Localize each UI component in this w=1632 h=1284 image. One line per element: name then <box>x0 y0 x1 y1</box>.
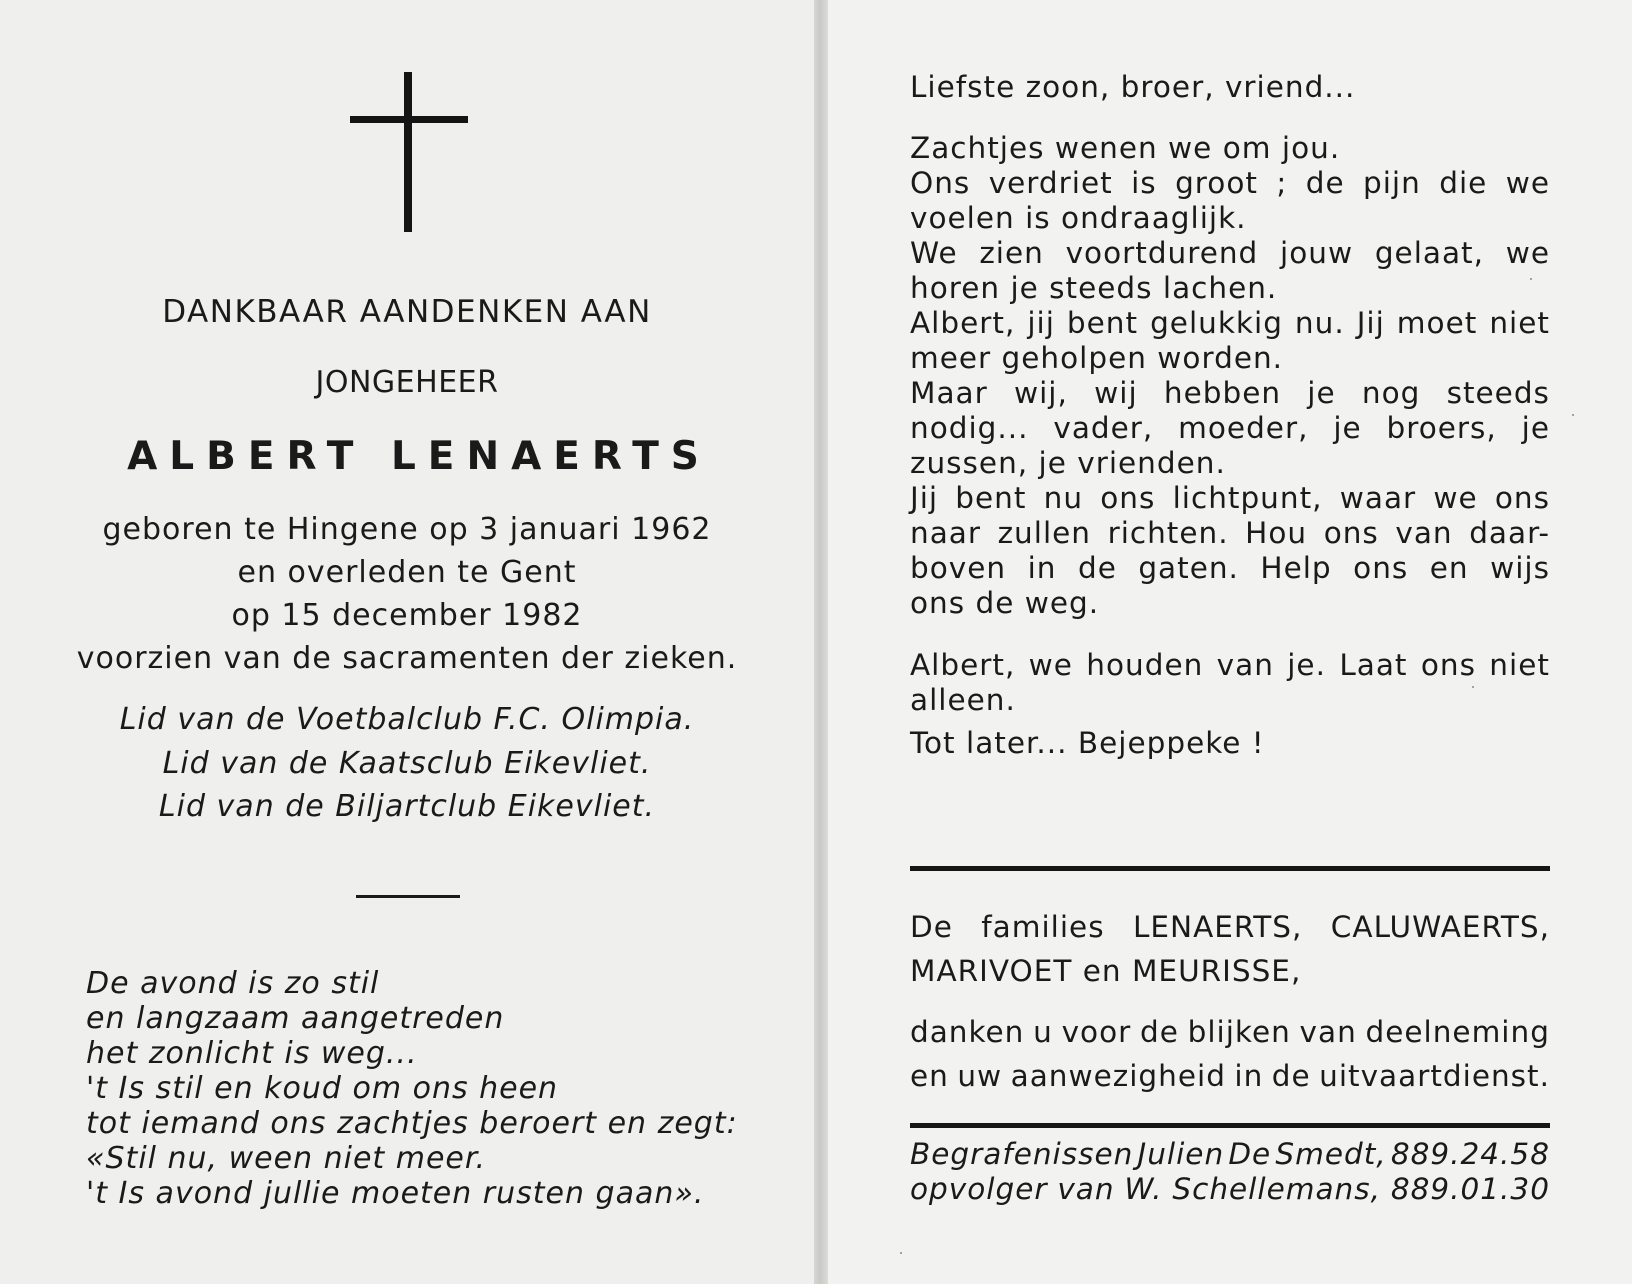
families-paragraph <box>910 905 1550 993</box>
message-line: zussen, je vrienden. <box>910 446 1226 480</box>
poem-line: «Stil nu, ween niet meer. <box>86 1141 486 1176</box>
sacraments-line: voorzien van de sacramenten der zieken. <box>76 641 738 676</box>
paper-speck <box>1572 414 1574 416</box>
message-line: naar zullen richten. Hou ons van daar- <box>910 516 1550 550</box>
death-date-line: op 15 december 1982 <box>231 598 583 633</box>
club-membership-line: Lid van de Biljartclub Eikevliet. <box>158 789 656 824</box>
message-line: ons de weg. <box>910 586 1100 620</box>
message-line: We zien voortdurend jouw gelaat, we <box>910 236 1550 270</box>
paper-speck <box>1530 278 1532 280</box>
message-line: horen je steeds lachen. <box>910 271 1278 305</box>
thanks-line: en uw aanwezigheid in de uitvaartdienst. <box>910 1059 1550 1093</box>
farewell-line: Tot later... Bejeppeke ! <box>910 726 1265 760</box>
undertaker-line: opvolger van W. Schellemans, 889.01.30 <box>910 1172 1550 1206</box>
closing-paragraph <box>910 648 1550 718</box>
undertaker-line: Begrafenissen Julien De Smedt, 889.24.58 <box>910 1137 1550 1171</box>
message-line: Jij bent nu ons lichtpunt, waar we ons <box>910 481 1550 515</box>
paper-speck <box>1472 686 1474 688</box>
cross-icon <box>350 72 468 232</box>
poem-line: De avond is zo stil <box>86 966 380 1001</box>
divider <box>356 895 460 898</box>
message-line: Albert, we houden van je. Laat ons niet <box>910 648 1550 682</box>
paper-speck <box>900 1252 902 1254</box>
poem-line: tot iemand ons zachtjes beroert en zegt: <box>86 1106 738 1141</box>
thanks-paragraph <box>910 1010 1550 1098</box>
message-line: nodig... vader, moeder, je broers, je <box>910 411 1550 445</box>
poem-line: 't Is stil en koud om ons heen <box>86 1071 559 1106</box>
poem-line: het zonlicht is weg... <box>86 1036 418 1071</box>
undertaker-info <box>910 1137 1550 1207</box>
dedication-heading: DANKBAAR AANDENKEN AAN <box>162 294 652 330</box>
poem-line: en langzaam aangetreden <box>86 1001 505 1036</box>
families-line: MARIVOET en MEURISSE, <box>910 954 1302 988</box>
message-line: boven in de gaten. Help ons en wijs <box>910 551 1550 585</box>
message-line: meer geholpen worden. <box>910 341 1284 375</box>
poem-line: 't Is avond jullie moeten rusten gaan». <box>86 1176 705 1211</box>
families-line: De families LENAERTS, CALUWAERTS, <box>910 910 1550 944</box>
message-line: Albert, jij bent gelukkig nu. Jij moet niet <box>910 306 1550 340</box>
message-line: Maar wij, wij hebben je nog steeds <box>910 376 1550 410</box>
thanks-line: danken u voor de blijken van deelneming <box>910 1015 1550 1049</box>
greeting-line: Liefste zoon, broer, vriend... <box>910 70 1356 104</box>
message-line: Ons verdriet is groot ; de pijn die we <box>910 166 1550 200</box>
deceased-name: ALBERT LENAERTS <box>127 434 711 479</box>
death-place-line: en overleden te Gent <box>237 555 577 590</box>
message-line: Zachtjes wenen we om jou. <box>910 131 1341 165</box>
left-card-panel <box>0 0 814 1284</box>
club-membership-line: Lid van de Kaatsclub Eikevliet. <box>162 746 652 781</box>
message-paragraph <box>910 131 1550 621</box>
message-line: voelen is ondraaglijk. <box>910 201 1247 235</box>
card-fold <box>814 0 828 1284</box>
divider <box>910 866 1550 871</box>
birth-line: geboren te Hingene op 3 januari 1962 <box>102 512 712 547</box>
divider <box>910 1123 1550 1128</box>
honorific-title: JONGEHEER <box>315 365 499 400</box>
poem <box>86 966 786 1211</box>
message-line: alleen. <box>910 683 1016 717</box>
club-membership-line: Lid van de Voetbalclub F.C. Olimpia. <box>119 702 695 737</box>
